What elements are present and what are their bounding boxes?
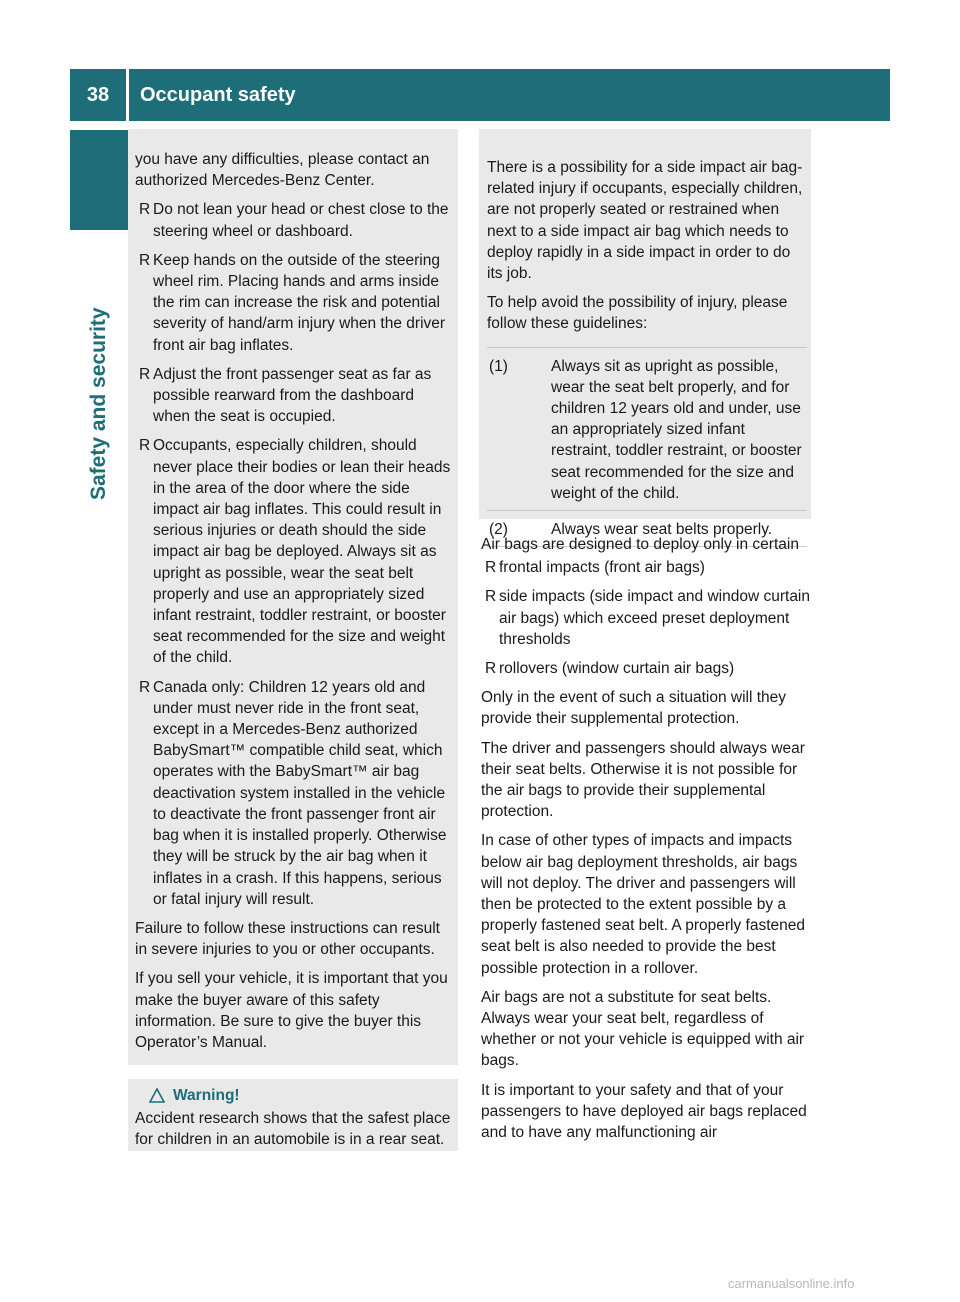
bullet-mark: R (139, 201, 151, 219)
chapter-title: Occupant safety (140, 83, 296, 106)
notice-intro: you have any difficulties, please contact an authorized Mercedes-Benz Center. (135, 151, 430, 190)
notice-bullet: R Do not lean your head or chest close to the steering wheel or dashboard. (139, 201, 449, 240)
body-paragraph: In case of other types of impacts and impacts below air bag deployment thresholds, air bags will not deploy. The driver and passengers will then be protected to the extent possible by a properly fastened seat belt. A properly fastened seat belt is also needed to provide the best possible protection in a rollover. (481, 832, 805, 977)
bullet-mark: R (139, 365, 151, 383)
notice-bullet: R Adjust the front passenger seat as far as possible rearward from the dashboard when the seat is occupied. (139, 365, 432, 426)
body-bullet: R rollovers (window curtain air bags) (481, 658, 815, 679)
guideline-text: Always wear seat belts properly. (551, 521, 773, 539)
body-paragraph: Air bags are designed to deploy only in certain (481, 536, 799, 553)
body-bullet: R frontal impacts (front air bags) (481, 557, 815, 578)
guideline-list (487, 347, 807, 548)
page-number: 38 (86, 83, 110, 106)
header-divider (126, 69, 129, 121)
guideline-number: (2) (489, 521, 508, 539)
side-label (85, 250, 115, 500)
notice-paragraph: There is a possibility for a side impact air bag-related injury if occupants, especially children, are not properly seated or restrained when next to a side impact air bag which needs to deploy rapidly in a side impact in order to do its job. (487, 159, 803, 283)
notice-bullet: R Canada only: Children 12 years old and under must never ride in the front seat, except in a Mercedes-Benz authorized BabySmart™ compatible child seat, which operates with the BabySmart™ air bag deactivation system installed in the vehicle to deactivate the front passenger front air bag when it is installed properly. Otherwise they will be struck by the air bag when it inflates in a crash. If this happens, serious or fatal injury will result. (139, 678, 447, 908)
warning-heading (149, 1085, 455, 1106)
warning-triangle-icon (149, 1088, 165, 1103)
warning-box (128, 1079, 458, 1151)
notice-bullet: R Occupants, especially children, should never place their bodies or lean their heads in the area of the door where the side impact air bag inflates. This could result in serious injuries or death should the side impact air bag be deployed. Always sit as upright as possible, wear the seat belt properly and use an appropriately sized infant restraint, toddler restraint, or booster seat recommended for the size and weight of the child. (139, 437, 451, 667)
bullet-mark: R (485, 660, 497, 678)
body-paragraph: The driver and passengers should always wear their seat belts. Otherwise it is not possible for the air bags to provide their supplemental protection. (481, 739, 805, 821)
guideline-item (487, 348, 807, 511)
notice-paragraph: To help avoid the possibility of injury, please follow these guidelines: (487, 294, 788, 333)
side-tab (70, 130, 128, 230)
side-airbag-notice-box (479, 129, 811, 539)
bullet-mark: R (485, 588, 497, 606)
bullet-mark: R (485, 559, 497, 577)
side-label-text: Safety and security (87, 307, 110, 500)
body-paragraph: Air bags are not a substitute for seat belts. Always wear your seat belt, regardless of whether or not your vehicle is equipped with air bags. (481, 988, 805, 1070)
bullet-mark: R (139, 678, 151, 696)
guideline-number: (1) (489, 357, 508, 375)
notice-paragraph: Failure to follow these instructions can result in severe injuries to you or other occupants. (135, 919, 440, 959)
warning-text: Accident research shows that the safest place for children in an automobile is in a rear seat. (135, 1110, 451, 1149)
notice-bullet: R Keep hands on the outside of the steering wheel rim. Placing hands and arms inside the rim can increase the risk and potential severity of hand/arm injury when the driver front air bag inflates. (139, 251, 446, 354)
safety-notice-box (128, 129, 458, 1065)
bullet-mark: R (139, 251, 151, 269)
guideline-text: Always sit as upright as possible, wear the seat belt properly, and for children 12 years old and under, use an appropriately sized infant restraint, toddler restraint, or booster seat recommended for the size and weight of the child. (551, 357, 802, 502)
bullet-mark: R (139, 437, 151, 455)
watermark: carmanualsonline.info (728, 1276, 855, 1291)
body-text (481, 534, 815, 1151)
notice-paragraph: If you sell your vehicle, it is important that you make the buyer aware of this safety information. Be sure to give the buyer this Operator’s Manual. (135, 970, 448, 1051)
body-paragraph: Only in the event of such a situation will they provide their supplemental protection. (481, 689, 786, 728)
body-bullet: R side impacts (side impact and window curtain air bags) which exceed preset deployment thresholds (485, 588, 810, 648)
warning-title: Warning! (173, 1087, 240, 1104)
body-paragraph: It is important to your safety and that of your passengers to have deployed air bags replaced and to have any malfunctioning air (481, 1081, 807, 1142)
